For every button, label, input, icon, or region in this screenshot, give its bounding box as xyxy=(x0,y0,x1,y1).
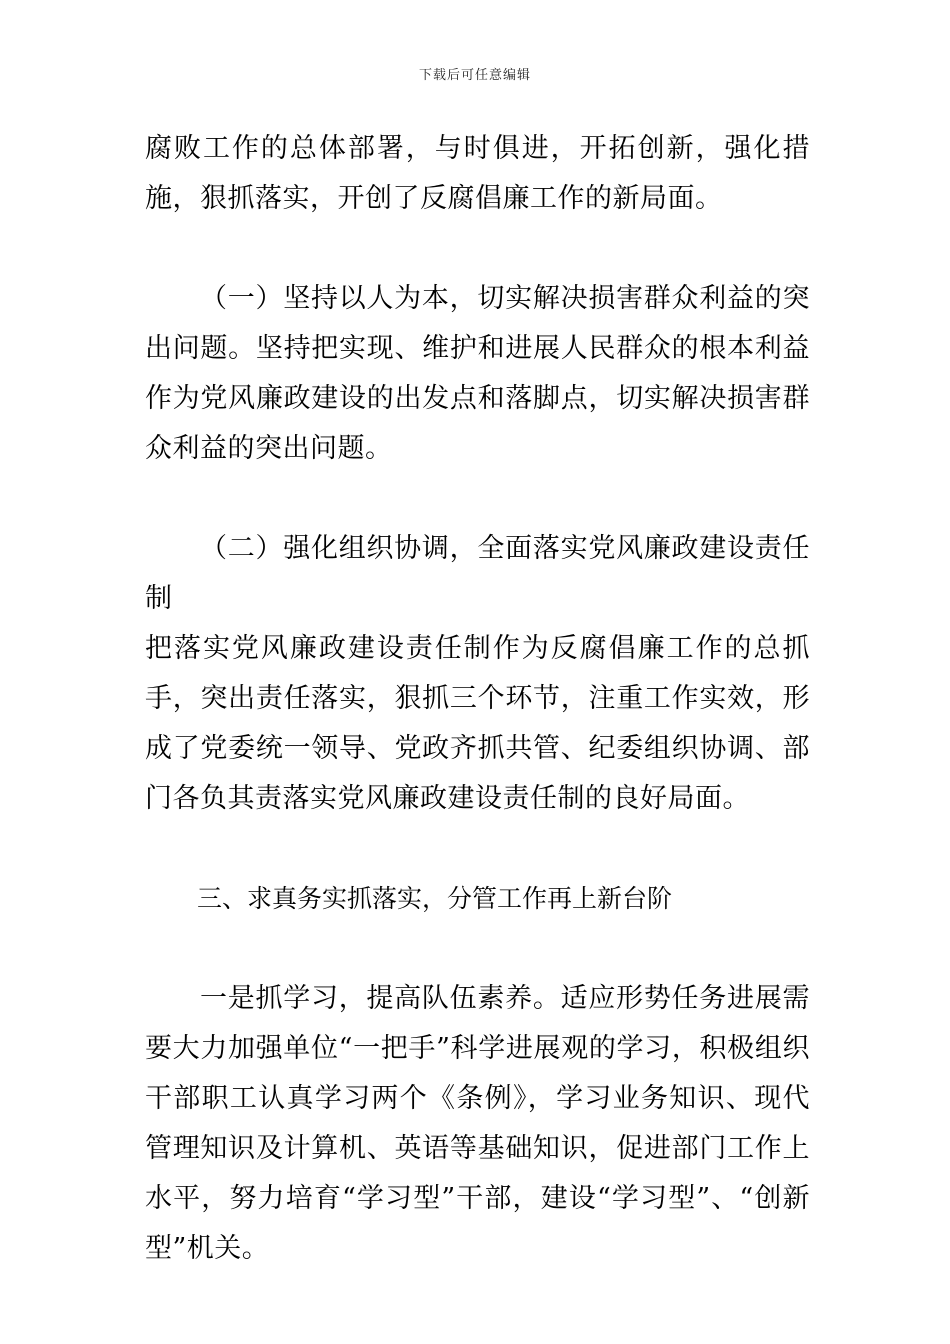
paragraph-section-two-body: 把落实党风廉政建设责任制作为反腐倡廉工作的总抓手，突出责任落实，狠抓三个环节，注重工作实效，形成了党委统一领导、党政齐抓共管、纪委组织协调、部门各负其责落实党风廉政建设责任制的良好局面。 xyxy=(145,633,810,814)
document-body xyxy=(145,124,810,1274)
page-header-note: 下载后可任意编辑 xyxy=(418,68,531,83)
paragraph-gap xyxy=(145,824,810,874)
paragraph-gap xyxy=(145,474,810,524)
section-heading-three: 三、求真务实抓落实，分管工作再上新台阶 xyxy=(197,884,673,913)
paragraph-gap xyxy=(145,224,810,274)
paragraph-study: 一是抓学习，提高队伍素养。适应形势任务进展需要大力加强单位“一把手”科学进展观的学习，积极组织干部职工认真学习两个《条例》，学习业务知识、现代管理知识及计算机、英语等基础知识，促进部门工作上水平，努力培育“学习型”干部，建设“学习型”、“创新型”机关。 xyxy=(145,983,810,1264)
paragraph-continuation: 腐败工作的总体部署，与时俱进，开拓创新，强化措施，狠抓落实，开创了反腐倡廉工作的新局面。 xyxy=(145,133,810,214)
paragraph-gap xyxy=(145,924,810,974)
paragraph-section-one: （一）坚持以人为本，切实解决损害群众利益的突出问题。坚持把实现、维护和进展人民群众的根本利益作为党风廉政建设的出发点和落脚点，切实解决损害群众利益的突出问题。 xyxy=(145,283,810,464)
paragraph-section-two-title: （二）强化组织协调，全面落实党风廉政建设责任制 xyxy=(145,533,810,614)
